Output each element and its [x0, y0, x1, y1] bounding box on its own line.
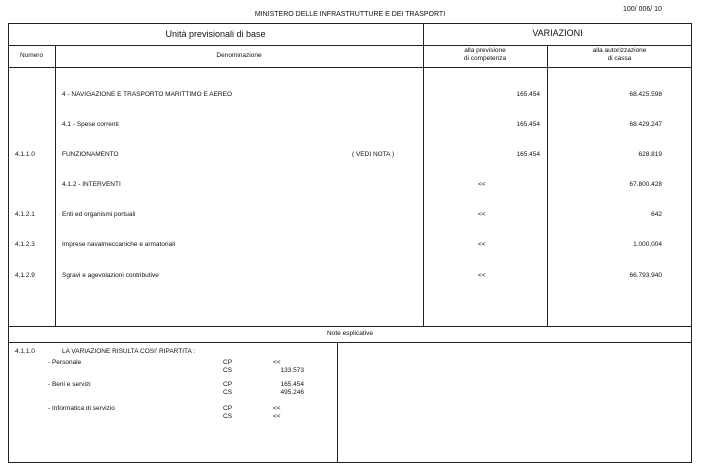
header-rule-2 [8, 67, 692, 68]
variazioni-header: VARIAZIONI [532, 28, 583, 38]
row-competenza: 165.454 [516, 151, 540, 158]
row-denominazione: 4.1.2 - INTERVENTI [62, 181, 121, 188]
note-cp-value: 165.454 [280, 381, 304, 388]
row-numero: 4.1.1.0 [15, 151, 35, 158]
divider-variazioni [423, 23, 424, 326]
row-denominazione: FUNZIONAMENTO [62, 151, 119, 158]
col-cassa-header-l1: alla autorizzazione [592, 47, 647, 54]
page-code: 100/ 006/ 10 [623, 6, 662, 13]
header-rule-1 [8, 45, 692, 46]
ministry-title: MINISTERO DELLE INFRASTRUTTURE E DEI TRASPORTI [254, 11, 446, 18]
col-numero-header: Numero [19, 52, 44, 59]
row-denominazione: Sgravi e agevolazioni contributive [62, 272, 159, 279]
divider-numero [55, 45, 56, 326]
notes-title-rule [8, 342, 692, 343]
row-denominazione: Enti ed organismi portuali [62, 211, 136, 218]
note-cs-value: 495.246 [280, 389, 304, 396]
notes-title: Note esplicative [327, 330, 373, 337]
row-competenza: << [478, 272, 486, 279]
note-cp-label: CP [223, 359, 233, 366]
row-cassa: 628.819 [638, 151, 662, 158]
row-numero: 4.1.2.1 [15, 211, 35, 218]
note-cp-value: << [273, 405, 281, 412]
row-competenza: 165.454 [516, 121, 540, 128]
note-cs-label: CS [223, 413, 233, 420]
note-cp-label: CP [223, 381, 233, 388]
row-cassa: 66.793.940 [629, 272, 662, 279]
note-item-label: - Beni e servizi [48, 381, 91, 388]
row-competenza: << [478, 241, 486, 248]
notes-column-divider [337, 342, 338, 463]
row-cassa: 68.429.247 [629, 121, 662, 128]
row-cassa: 68.425.598 [629, 91, 662, 98]
row-nota: ( VEDI NOTA ) [352, 151, 395, 158]
row-competenza: << [478, 181, 486, 188]
row-denominazione: 4 - NAVIGAZIONE E TRASPORTO MARITTIMO E AEREO [62, 91, 232, 98]
col-competenza-header-l2: di competenza [463, 55, 507, 62]
divider-competenza-cassa [547, 45, 548, 326]
notes-heading: LA VARIAZIONE RISULTA COSI' RIPARTITA : [62, 348, 196, 355]
note-cs-value: << [273, 413, 281, 420]
note-cs-label: CS [223, 367, 233, 374]
row-cassa: 67.800.428 [629, 181, 662, 188]
notes-numero: 4.1.1.0 [15, 348, 35, 355]
row-competenza: << [478, 211, 486, 218]
row-denominazione: 4.1 - Spese correnti [62, 121, 119, 128]
row-cassa: 642 [651, 211, 662, 218]
col-competenza-header-l1: alla previsione [464, 47, 506, 54]
note-cp-value: << [273, 359, 281, 366]
note-cp-label: CP [223, 405, 233, 412]
note-cs-value: 133.573 [280, 367, 304, 374]
col-denominazione-header: Denominazione [216, 52, 262, 59]
notes-top-rule [8, 326, 692, 327]
row-competenza: 165.454 [516, 91, 540, 98]
row-numero: 4.1.2.9 [15, 272, 35, 279]
note-item-label: - Personale [48, 359, 82, 366]
row-cassa: 1.000.004 [633, 241, 662, 248]
note-item-label: - Informatica di servizio [48, 405, 115, 412]
note-cs-label: CS [223, 389, 233, 396]
row-numero: 4.1.2.3 [15, 241, 35, 248]
unita-header: Unità previsionali di base [165, 29, 266, 39]
col-cassa-header-l2: di cassa [607, 55, 632, 62]
row-denominazione: Imprese navalmeccaniche e armatoriali [62, 241, 176, 248]
